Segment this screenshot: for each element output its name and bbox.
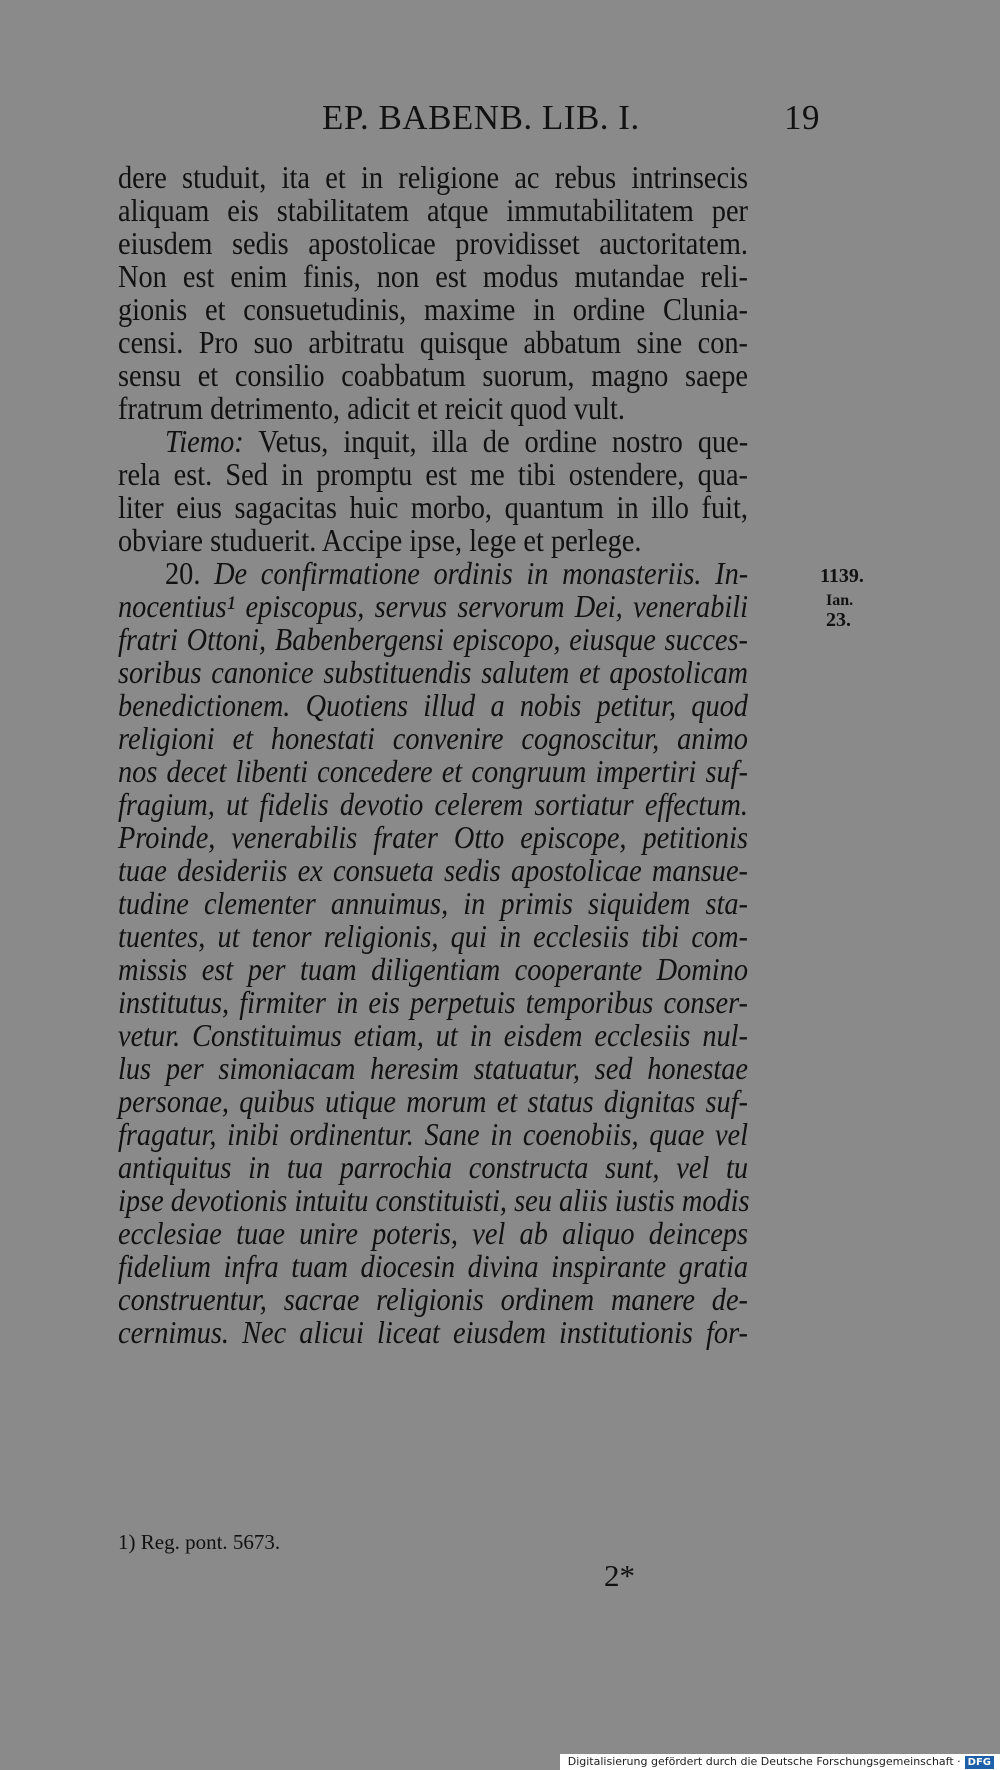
letter-line: antiquitus in tua parrochia constructa sunt, vel tu <box>118 1150 748 1185</box>
letter-line: Proinde, venerabilis frater Otto episcope, petitionis <box>118 820 748 855</box>
text-line: dere studuit, ita et in religione ac rebus intrinsecis <box>118 160 748 195</box>
text-line: rela est. Sed in promptu est me tibi ostendere, qua- <box>118 457 748 492</box>
tiemo-line <box>165 424 748 460</box>
section-title: De confirmatione ordinis in monasteriis. In- <box>214 556 749 591</box>
section-heading-line <box>165 556 748 592</box>
letter-line: benedictionem. Quotiens illud a nobis petitur, quod <box>118 688 748 723</box>
text-line: censi. Pro suo arbitratu quisque abbatum sine con- <box>118 325 748 360</box>
page-number: 19 <box>784 98 820 137</box>
margin-year: 1139. <box>820 565 864 587</box>
letter-line: missis est per tuam diligentiam cooperante Domino <box>118 952 748 987</box>
speaker-name: Tiemo: <box>165 424 244 459</box>
letter-line: lus per simoniacam heresim statuatur, sed honestae <box>118 1051 748 1086</box>
footnote: 1) Reg. pont. 5673. <box>118 1530 281 1554</box>
text-line: gionis et consuetudinis, maxime in ordine Clunia- <box>118 292 748 327</box>
margin-month: Ian. <box>826 592 854 609</box>
letter-line: nos decet libenti concedere et congruum impertiri suf- <box>118 754 748 789</box>
letter-line: ipse devotionis intuitu constituisti, seu aliis iustis modis <box>118 1183 750 1218</box>
section-number: 20. <box>165 556 201 591</box>
letter-line: religioni et honestati convenire cognoscitur, animo <box>118 721 748 756</box>
text-span: Vetus, inquit, illa de ordine nostro que- <box>258 424 749 459</box>
letter-line: cernimus. Nec alicui liceat eiusdem institutionis for- <box>118 1315 748 1350</box>
letter-line: soribus canonice substituendis salutem et apostolicam <box>118 655 748 690</box>
letter-line: fidelium infra tuam diocesin divina inspirante gratia <box>118 1249 748 1284</box>
text-line: liter eius sagacitas huic morbo, quantum in illo fuit, <box>118 490 748 525</box>
text-line: nocentius¹ episcopus, servus servorum Dei, venerabili <box>118 589 748 624</box>
letter-line: fratri Ottoni, Babenbergensi episcopo, eiusque succes- <box>118 622 748 657</box>
text-line: Non est enim finis, non est modus mutandae reli- <box>118 259 748 294</box>
letter-line: tudine clementer annuimus, in primis siquidem sta- <box>118 886 748 921</box>
letter-line: vetur. Constituimus etiam, ut in eisdem ecclesiis nul- <box>118 1018 748 1053</box>
credit-text: Digitalisierung gefördert durch die Deutsche Forschungsgemeinschaft · <box>567 1755 961 1768</box>
text-line: eiusdem sedis apostolicae providisset auctoritatem. <box>118 226 748 261</box>
digitization-credit <box>560 1754 1000 1770</box>
text-line: obviare studuerit. Accipe ipse, lege et perlege. <box>118 523 642 558</box>
letter-line: fragium, ut fidelis devotio celerem sortiatur effectum. <box>118 787 748 822</box>
margin-day: 23. <box>826 609 851 631</box>
running-title: EP. BABENB. LIB. I. <box>322 98 640 137</box>
dfg-logo: DFG <box>965 1756 994 1769</box>
text-line: aliquam eis stabilitatem atque immutabilitatem per <box>118 193 748 228</box>
letter-line: fragatur, inibi ordinentur. Sane in coenobiis, quae vel <box>118 1117 748 1152</box>
letter-line: construentur, sacrae religionis ordinem manere de- <box>118 1282 748 1317</box>
letter-line: institutus, firmiter in eis perpetuis temporibus conser- <box>118 985 748 1020</box>
letter-line: personae, quibus utique morum et status dignitas suf- <box>118 1084 748 1119</box>
letter-line: tuae desideriis ex consueta sedis apostolicae mansue- <box>118 853 748 888</box>
letter-line: tuentes, ut tenor religionis, qui in ecclesiis tibi com- <box>118 919 748 954</box>
letter-line: ecclesiae tuae unire poteris, vel ab aliquo deinceps <box>118 1216 748 1251</box>
text-line: fratrum detrimento, adicit et reicit quod vult. <box>118 391 625 426</box>
signature-mark: 2* <box>604 1558 635 1593</box>
text-line: sensu et consilio coabbatum suorum, magno saepe <box>118 358 748 393</box>
